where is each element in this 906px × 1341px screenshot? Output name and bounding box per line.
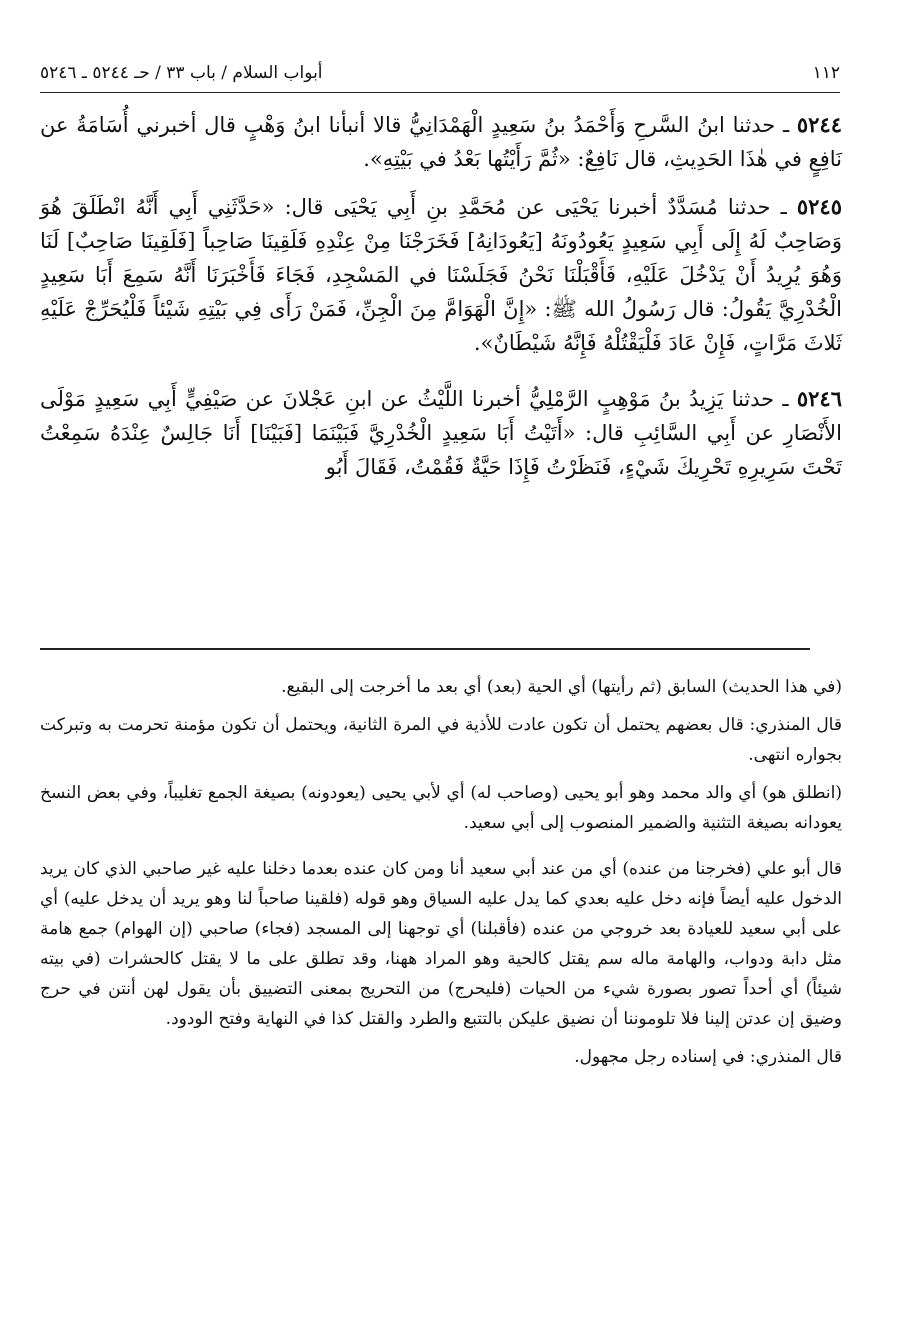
running-title: أبواب السلام / باب ٣٣ / حـ ٥٢٤٤ ـ ٥٢٤٦ xyxy=(40,63,323,83)
note-paragraph: (في هذا الحديث) السابق (ثم رأيتها) أي الحية (بعد) أي بعد ما أخرجت إلى البقيع. xyxy=(281,677,842,697)
note-paragraph: قال المنذري: قال بعضهم يحتمل أن تكون عادت للأذية في المرة الثانية، ويحتمل أن تكون مؤمنة تحرمت به وتبركت بجواره انتهى. xyxy=(40,715,842,765)
note-paragraph: قال المنذري: في إسناده رجل مجهول. xyxy=(574,1047,842,1067)
note-paragraph: (انطلق هو) أي والد محمد وهو أبو يحيى (وصاحب له) أي لأبي يحيى (يعودونه) بصيغة الجمع تغليباً، وفي بعض النسخ يعودانه بصيغة التثنية والضمير المنصوب إلى أبي سعيد. xyxy=(40,783,842,833)
hadith-text: ـ حدثنا ابنُ السَّرحِ وَأَحْمَدُ بنُ سَعِيدٍ الْهَمْدَانِيُّ قالا أنبأنا ابنُ وَهْبٍ قال أخبرني أُسَامَةُ عن نَافِعٍ في هٰذَا الحَدِيثِ، قال نَافِعٌ: «ثُمَّ رَأَيْتُها بَعْدُ في بَيْتِهِ». xyxy=(40,113,842,171)
hadith-number: ٥٢٤٦ xyxy=(796,386,842,411)
hadith-number: ٥٢٤٤ xyxy=(796,112,842,137)
hadith-block xyxy=(40,108,842,484)
hadith-number: ٥٢٤٥ xyxy=(796,194,842,219)
note-paragraph: قال أبو علي (فخرجنا من عنده) أي من عند أبي سعيد أنا ومن كان عنده بعدما دخلنا عليه غير صاحبي الذي كان يريد الدخول عليه أيضاً فإنه دخل عليه بعدي كما يدل عليه السياق وهو قوله (فلقينا صاحباً لنا وهو يريد أن يدخل عليه) أي على أبي سعيد للعيادة بعد خروجي من عنده (فأقبلنا) أي توجهنا إلى المسجد (فجاء) صاحبي (إن الهوام) جمع هامة مثل دابة ودواب، والهامة ماله سم يقتل كالحية وهو المراد ههنا، وقد تطلق على ما لا يقتل كالحشرات (في بيته شيئاً) أي أحداً تصور بصورة شيء من الحيات (فليحرج) من التحريج بمعنى التضييق بأن يقول لهن أنتن في حرج وضيق إن عدتن إلينا فلا تلوموننا أن نضيق عليكن بالتتبع والطرد والقتل كذا في النهاية وفتح الودود. xyxy=(40,859,842,1029)
commentary-block xyxy=(40,672,842,1072)
footnote-divider xyxy=(40,648,810,650)
page-number: ١١٢ xyxy=(812,63,840,83)
hadith-5244 xyxy=(40,108,842,176)
hadith-text: ـ حدثنا مُسَدَّدٌ أخبرنا يَحْيَى عن مُحَمَّدِ بنِ أَبِي يَحْيَى قال: «حَدَّثَنِي أَبِي أَنَّهُ انْطَلَقَ هُوَ وَصَاحِبٌ لَهُ إِلَى أَبِي سَعِيدٍ يَعُودُونَهُ [يَعُودَانِهُ] فَخَرَجْنَا مِنْ عِنْدِهِ فَلَقِينَا صَاحِباً [فَلَقِينَا صَاحِبٌ] لَنَا وَهُوَ يُرِيدُ أَنْ يَدْخُلَ عَلَيْهِ، فَأَقْبَلْنَا نَحْنُ فَجَلَسْنَا في المَسْجِدِ، فَجَاءَ فَأَخْبَرَنَا أَنَّهُ سَمِعَ أَبَا سَعِيدٍ الْخُدْرِيَّ يَقُولُ: قال رَسُولُ الله ﷺ: «إِنَّ الْهَوَامَّ مِنَ الْجِنِّ، فَمَنْ رَأَى فِي بَيْتِهِ شَيْئاً فَلْيُحَرِّجْ عَلَيْهِ ثَلاثَ مَرَّاتٍ، فَإِنْ عَادَ فَلْيَقْتُلْهُ فَإِنَّهُ شَيْطَانٌ». xyxy=(40,195,842,355)
hadith-text: ـ حدثنا يَزِيدُ بنُ مَوْهِبٍ الرَّمْلِيُّ أخبرنا اللَّيْثُ عن ابنِ عَجْلانَ عن صَيْفِيٍّ أَبِي سَعِيدٍ مَوْلَى الأَنْصَارِ عن أَبِي السَّائِبِ قال: «أَتَيْتُ أَبَا سَعِيدٍ الْخُدْرِيَّ فَبَيْنَمَا [فَبَيْنَا] أَنَا جَالِسٌ عِنْدَهُ سَمِعْتُ تَحْتَ سَرِيرِهِ تَحْرِيكَ شَيْءٍ، فَنَظَرْتُ فَإِذَا حَيَّةٌ فَقُمْتُ، فَقَالَ أَبُو xyxy=(40,387,842,479)
hadith-5246 xyxy=(40,382,842,484)
hadith-5245 xyxy=(40,190,842,360)
running-header xyxy=(40,58,840,93)
